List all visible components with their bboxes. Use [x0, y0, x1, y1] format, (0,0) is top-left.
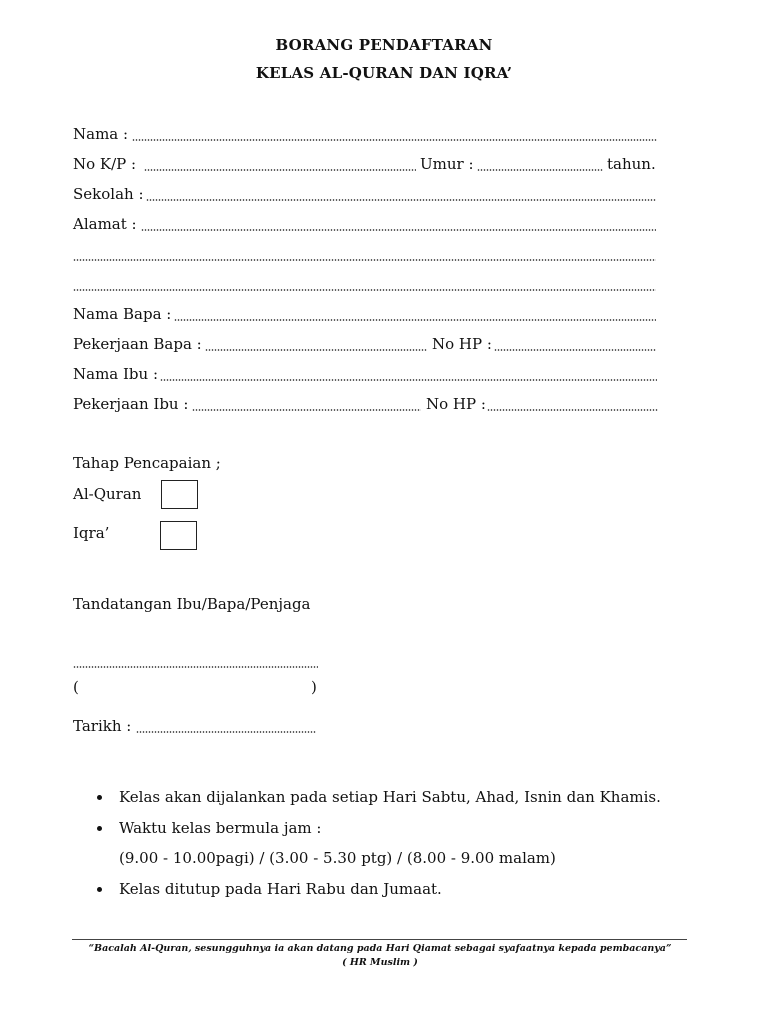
sekolah-field[interactable] — [146, 199, 656, 201]
umur-field[interactable] — [477, 169, 603, 171]
nohp-ibu-label: No HP : — [426, 395, 486, 413]
iqra-option-label: Iqra’ — [73, 524, 110, 542]
nokp-label: No K/P : — [73, 155, 137, 173]
pekerjaan-ibu-label: Pekerjaan Ibu : — [73, 395, 189, 413]
sekolah-label: Sekolah : — [73, 185, 144, 203]
nama-bapa-label: Nama Bapa : — [73, 305, 172, 323]
nama-bapa-field[interactable] — [174, 319, 656, 321]
alamat-label: Alamat : — [73, 215, 137, 233]
nohp-bapa-field[interactable] — [494, 349, 656, 351]
nama-field[interactable] — [132, 139, 657, 141]
iqra-checkbox[interactable] — [160, 521, 197, 550]
tahap-pencapaian-heading: Tahap Pencapaian ; — [73, 454, 221, 472]
footer-source: ( HR Muslim ) — [342, 957, 418, 968]
tahun-label: tahun. — [607, 155, 656, 173]
bullet-dot-3 — [97, 887, 102, 892]
note-closed-days: Kelas ditutup pada Hari Rabu dan Jumaat. — [119, 880, 442, 898]
note-schedule-days: Kelas akan dijalankan pada setiap Hari Sabtu, Ahad, Isnin dan Khamis. — [119, 788, 661, 806]
bullet-dot-1 — [97, 795, 102, 800]
name-close-paren: ) — [311, 678, 317, 696]
form-title: BORANG PENDAFTARAN — [275, 36, 493, 54]
nohp-bapa-label: No HP : — [432, 335, 492, 353]
nama-ibu-field[interactable] — [160, 379, 657, 381]
alquran-checkbox[interactable] — [161, 480, 198, 509]
tarikh-field[interactable] — [136, 731, 316, 733]
pekerjaan-bapa-field[interactable] — [205, 349, 427, 351]
footer-quote: “Bacalah Al-Quran, sesungguhnya ia akan datang pada Hari Qiamat sebagai syafaatnya kepada pembacanya” — [88, 943, 672, 954]
pekerjaan-bapa-label: Pekerjaan Bapa : — [73, 335, 202, 353]
form-subtitle: KELAS AL-QURAN DAN IQRA’ — [255, 64, 513, 82]
name-open-paren: ( — [73, 678, 79, 696]
nama-label: Nama : — [73, 125, 129, 143]
note-class-time: Waktu kelas bermula jam : — [119, 819, 322, 837]
alamat-field-line2[interactable] — [73, 259, 656, 261]
signature-field[interactable] — [73, 666, 318, 668]
tarikh-label: Tarikh : — [73, 717, 132, 735]
note-class-time-slots: (9.00 - 10.00pagi) / (3.00 - 5.30 ptg) / (8.00 - 9.00 malam) — [119, 849, 556, 867]
alquran-option-label: Al-Quran — [73, 485, 142, 503]
footer-divider — [72, 939, 687, 940]
signature-heading: Tandatangan Ibu/Bapa/Penjaga — [73, 595, 311, 613]
bullet-dot-2 — [97, 826, 102, 831]
nohp-ibu-field[interactable] — [487, 409, 658, 411]
umur-label: Umur : — [420, 155, 474, 173]
alamat-field-line1[interactable] — [141, 229, 656, 231]
nokp-field[interactable] — [144, 169, 416, 171]
pekerjaan-ibu-field[interactable] — [192, 409, 421, 411]
nama-ibu-label: Nama Ibu : — [73, 365, 159, 383]
alamat-field-line3[interactable] — [73, 289, 656, 291]
